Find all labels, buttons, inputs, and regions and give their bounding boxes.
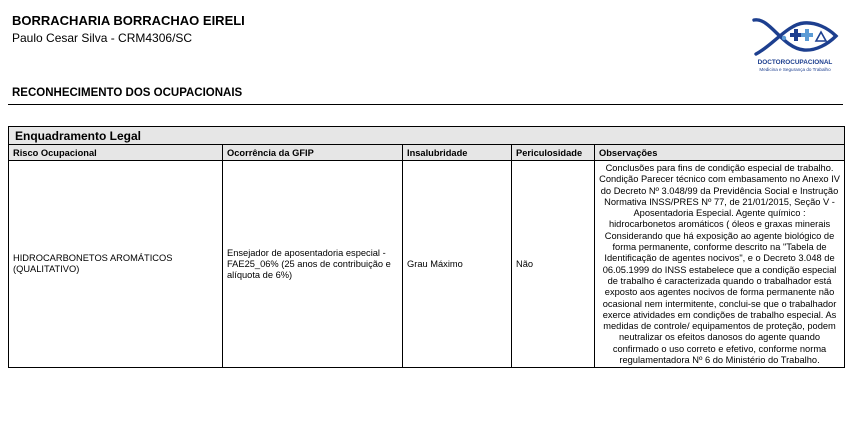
logo-emblem-icon xyxy=(748,14,842,60)
logo-brand-doctor: DOCTOR xyxy=(757,59,786,66)
table-row xyxy=(9,161,845,368)
cell-gfip: Ensejador de aposentadoria especial - FAE25_06% (25 anos de contribuição e alíquota de 6%) xyxy=(223,161,403,368)
cell-periculosity: Não xyxy=(512,161,595,368)
section-divider xyxy=(8,104,843,105)
cell-insalubrity: Grau Máximo xyxy=(403,161,512,368)
column-header-risk: Risco Ocupacional xyxy=(9,145,223,161)
doctor-name: Paulo Cesar Silva - CRM4306/SC xyxy=(12,31,193,45)
column-header-periculosity: Periculosidade xyxy=(512,145,595,161)
table-caption-row xyxy=(9,127,845,145)
cell-risk: HIDROCARBONETOS AROMÁTICOS (QUALITATIVO) xyxy=(9,161,223,368)
table-header-row xyxy=(9,145,845,161)
company-name: BORRACHARIA BORRACHAO EIRELI xyxy=(12,13,245,28)
cell-observations: Conclusões para fins de condição especial de trabalho. Condição Parecer técnico com embasamento no Anexo IV do Decreto Nº 3.048/99 da Previdência Social e Instrução Normativa INSS/PRES Nº 77, de 21/01/2015, Seção V - Aposentadoria Especial. Agente químico : hidrocarbonetos aromáticos ( óleos e graxas minerais Considerando que há exposição ao agente biológico de forma permanente, conforme descrito na "Tabela de Identificação de agentes nocivos", e o Decreto 3.048 de 06.05.1999 do INSS estabelece que a condição especial de trabalho é caracterizada quando o trabalhador está exposto aos agentes nocivos de forma permanente não ocasional nem intermitente, conclui-se que o trabalhador exerce atividades em condições de trabalho especial. As medidas de controle/ equipamentos de proteção, podem neutralizar os efeitos danosos do agente quando confirmado o uso correto e efetivo, conforme norma regulamentadora Nº 6 do Ministério do Trabalho. xyxy=(595,161,845,368)
logo-tagline: Medicina e Segurança do Trabalho xyxy=(759,67,831,72)
column-header-gfip: Ocorrência da GFIP xyxy=(223,145,403,161)
doctor-ocupacional-logo xyxy=(748,14,842,74)
logo-brand-ocupacional: OCUPACIONAL xyxy=(785,59,833,66)
logo-brand-name xyxy=(748,59,842,66)
table-caption: Enquadramento Legal xyxy=(9,127,845,145)
enquadramento-legal-table xyxy=(8,126,845,368)
column-header-insalubrity: Insalubridade xyxy=(403,145,512,161)
section-title: RECONHECIMENTO DOS OCUPACIONAIS xyxy=(12,87,243,99)
column-header-observations: Observações xyxy=(595,145,845,161)
